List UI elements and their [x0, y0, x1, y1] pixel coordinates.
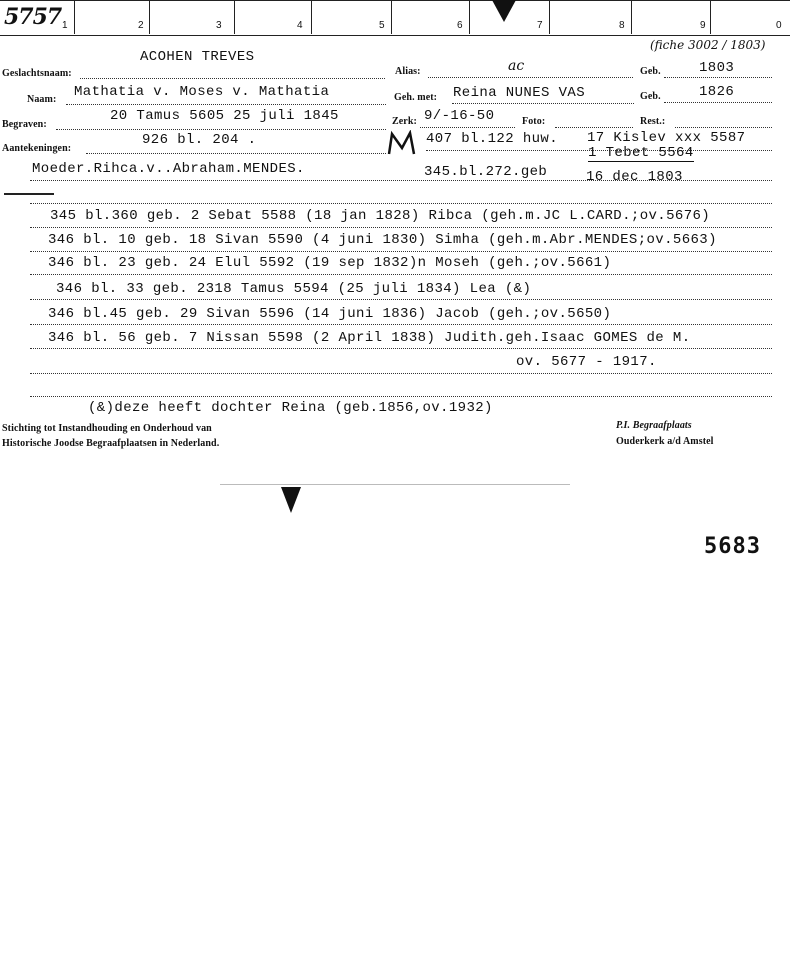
buried-label: Begraven:: [2, 119, 47, 130]
column-divider: [710, 0, 711, 34]
alias-label: Alias:: [395, 66, 421, 77]
born-label: Geb.: [640, 66, 661, 77]
married-to-label: Geh. met:: [394, 92, 438, 103]
child-line: ov. 5677 - 1917.: [516, 354, 657, 370]
dotted-line: [664, 77, 772, 78]
column-divider: [549, 0, 550, 34]
child-line: 346 bl. 23 geb. 24 Elul 5592 (19 sep 1832)n Moseh (geh.;ov.5661): [48, 255, 612, 271]
column-number: 1: [62, 20, 68, 31]
child-line: 346 bl. 10 geb. 18 Sivan 5590 (4 juni 1830) Simha (geh.m.Abr.MENDES;ov.5663): [48, 232, 717, 248]
column-number: 6: [457, 20, 463, 31]
notes-line1-right: 17 Kislev xxx 5587: [587, 130, 746, 146]
zerk-value: 9/-16-50: [424, 108, 495, 124]
notes-label: Aantekeningen:: [2, 143, 72, 154]
dotted-line: [30, 299, 772, 300]
dotted-line: [80, 78, 385, 79]
photo-label: Foto:: [522, 116, 546, 127]
born-year-value: 1803: [699, 60, 735, 76]
notes-line2-mid: 345.bl.272.geb: [424, 164, 548, 180]
dotted-line: [30, 274, 772, 275]
dotted-line: [420, 127, 515, 128]
dotted-line: [30, 373, 772, 374]
dotted-line: [86, 153, 386, 154]
index-notch-icon: [281, 487, 301, 513]
column-divider: [234, 0, 235, 34]
column-divider: [149, 0, 150, 34]
column-divider: [631, 0, 632, 34]
column-number: 3: [216, 20, 222, 31]
name-value: Mathatia v. Moses v. Mathatia: [74, 84, 330, 100]
cemetery-line1: P.I. Begraafplaats: [616, 420, 692, 431]
handwritten-mark-icon: [386, 130, 422, 156]
cemetery-line2: Ouderkerk a/d Amstel: [616, 436, 714, 447]
column-number: 8: [619, 20, 625, 31]
dotted-line: [30, 396, 772, 397]
column-divider: [469, 0, 470, 34]
family-name-value: ACOHEN TREVES: [140, 49, 255, 65]
dotted-line: [30, 251, 772, 252]
org-name-line2: Historische Joodse Begraafplaatsen in Nederland.: [2, 438, 220, 449]
dotted-line: [428, 77, 633, 78]
column-number: 7: [537, 20, 543, 31]
column-divider: [311, 0, 312, 34]
dotted-line: [555, 127, 633, 128]
footnote: (&)deze heeft dochter Reina (geb.1856,ov.1932): [88, 400, 493, 416]
child-line: 345 bl.360 geb. 2 Sebat 5588 (18 jan 1828) Ribca (geh.m.JC L.CARD.;ov.5676): [50, 208, 711, 224]
birth-date-gregorian: 16 dec 1803: [586, 169, 683, 185]
card-number-handwritten: 5757: [4, 4, 62, 30]
birth-date-hebrew: 1 Tebet 5564: [588, 145, 694, 161]
notes-line1-mid: 407 bl.122 huw.: [426, 131, 559, 147]
notes-line2-left: Moeder.Rihca.v..Abraham.MENDES.: [32, 161, 305, 177]
child-line: 346 bl.45 geb. 29 Sivan 5596 (14 juni 1836) Jacob (geh.;ov.5650): [48, 306, 612, 322]
dotted-line: [30, 227, 772, 228]
notes-line1-left: 926 bl. 204 .: [142, 132, 257, 148]
dotted-line: [664, 102, 772, 103]
married-to-value: Reina NUNES VAS: [453, 85, 586, 101]
column-number: 0: [776, 20, 782, 31]
column-number: 9: [700, 20, 706, 31]
buried-value: 20 Tamus 5605 25 juli 1845: [110, 108, 339, 124]
dotted-line: [675, 127, 772, 128]
spouse-born-label: Geb.: [640, 91, 661, 102]
dotted-line: [56, 129, 386, 130]
card-bottom-edge: [220, 484, 570, 485]
index-notch-icon: [492, 0, 516, 22]
dotted-line: [30, 203, 772, 204]
spouse-born-year-value: 1826: [699, 84, 735, 100]
family-name-label: Geslachtsnaam:: [2, 68, 72, 79]
dotted-line: [452, 103, 634, 104]
name-label: Naam:: [27, 94, 57, 105]
zerk-label: Zerk:: [392, 116, 417, 127]
child-line: 346 bl. 56 geb. 7 Nissan 5598 (2 April 1838) Judith.geh.Isaac GOMES de M.: [48, 330, 691, 346]
fiche-note-handwritten: (fiche 3002 / 1803): [650, 38, 766, 52]
dotted-line: [30, 180, 772, 181]
child-line: 346 bl. 33 geb. 2318 Tamus 5594 (25 juli 1834) Lea (&): [56, 281, 532, 297]
dotted-line: [30, 324, 772, 325]
column-number: 4: [297, 20, 303, 31]
dotted-line: [66, 104, 386, 105]
column-divider: [391, 0, 392, 34]
stamp-number: 5683: [704, 534, 761, 559]
strike-mark: [4, 193, 54, 195]
alias-value: ac: [508, 58, 525, 74]
column-strip: [0, 0, 790, 36]
org-name-line1: Stichting tot Instandhouding en Onderhoud van: [2, 423, 212, 434]
column-number: 2: [138, 20, 144, 31]
rest-label: Rest.:: [640, 116, 666, 127]
dotted-line: [30, 348, 772, 349]
column-divider: [74, 0, 75, 34]
column-number: 5: [379, 20, 385, 31]
